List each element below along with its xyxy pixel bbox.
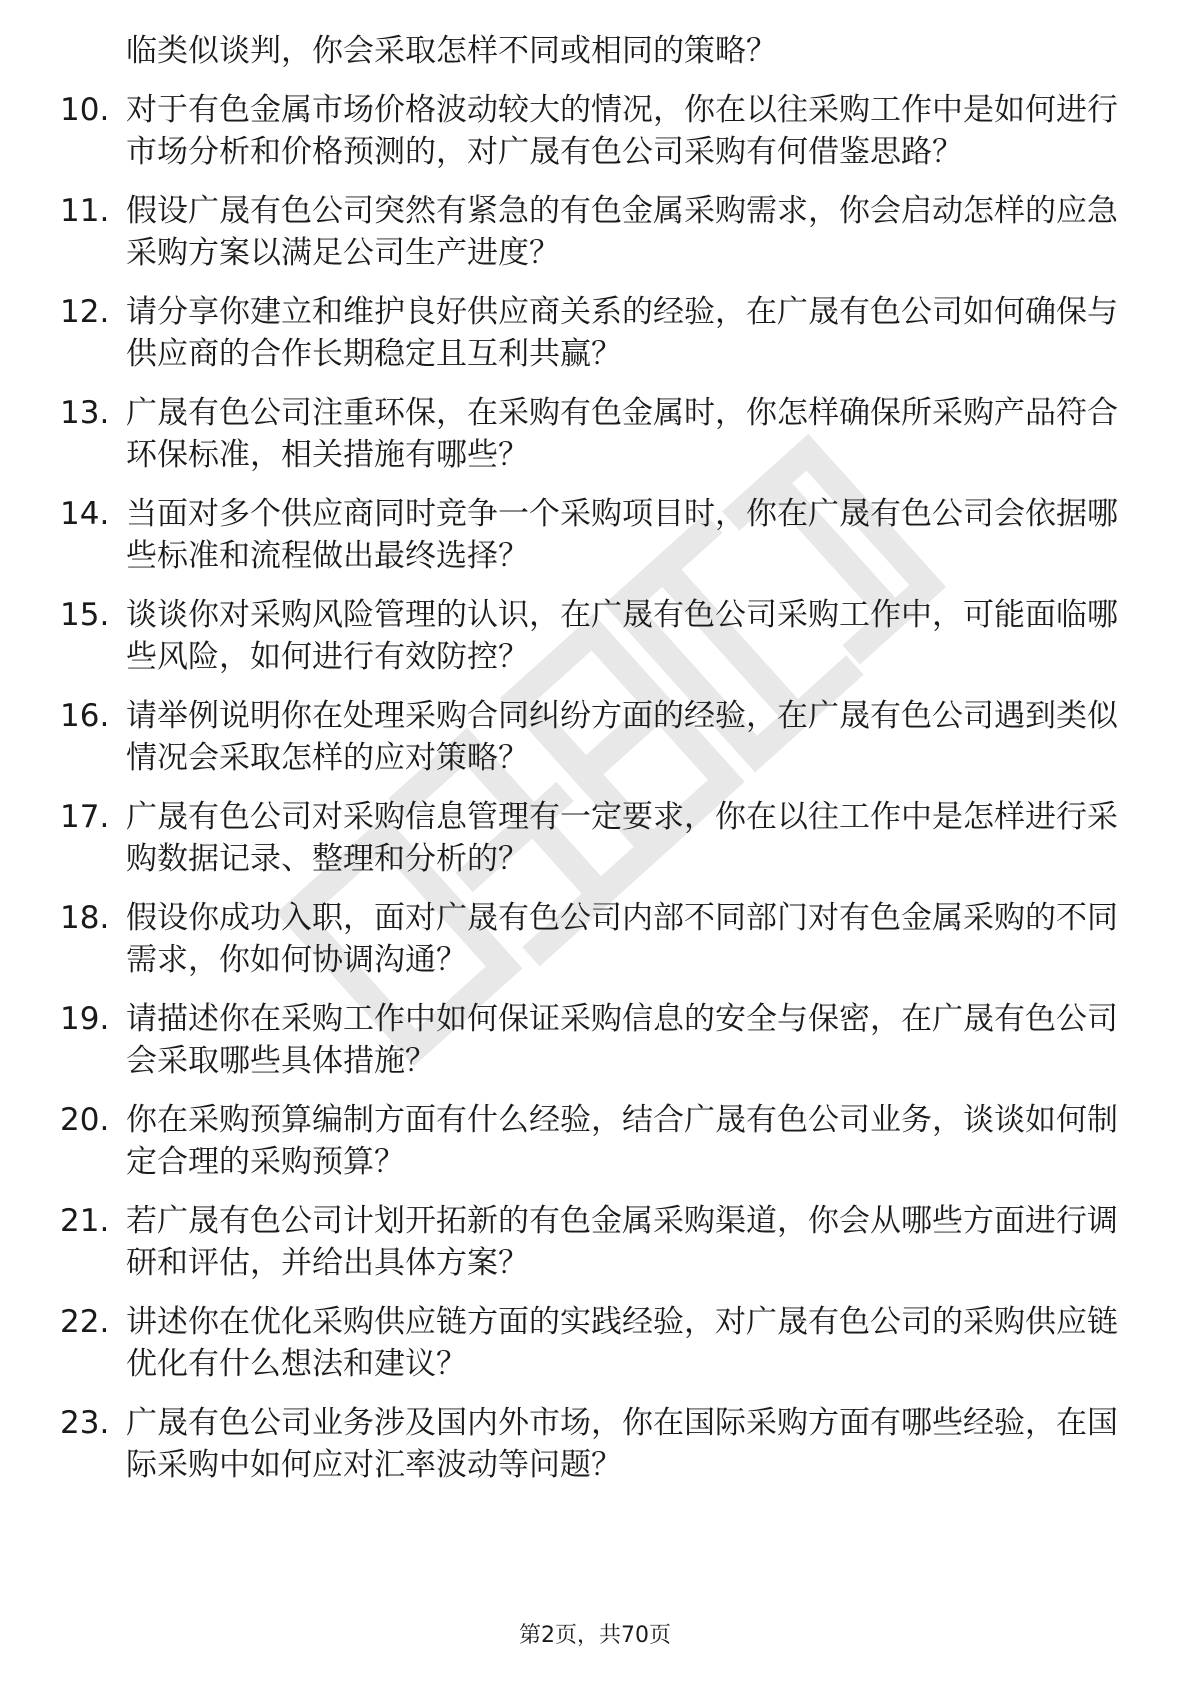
question-text: 假设你成功入职，面对广晟有色公司内部不同部门对有色金属采购的不同需求，你如何协调沟通？ (126, 900, 1118, 978)
document-page (60, 30, 1120, 1503)
question-item (60, 897, 1120, 981)
continued-question-text: 临类似谈判，你会采取怎样不同或相同的策略？ (126, 33, 777, 69)
question-item (60, 291, 1120, 375)
question-item (60, 1301, 1120, 1385)
question-number: 22. (60, 1304, 110, 1340)
question-item (60, 695, 1120, 779)
question-number: 17. (60, 799, 110, 835)
question-number: 21. (60, 1203, 110, 1239)
question-number: 16. (60, 698, 110, 734)
question-text: 讲述你在优化采购供应链方面的实践经验，对广晟有色公司的采购供应链优化有什么想法和建议？ (126, 1304, 1118, 1382)
question-item (60, 796, 1120, 880)
question-number: 20. (60, 1102, 110, 1138)
question-number: 23. (60, 1405, 110, 1441)
question-text: 广晟有色公司业务涉及国内外市场，你在国际采购方面有哪些经验，在国际采购中如何应对汇率波动等问题？ (126, 1405, 1118, 1483)
question-item (60, 1402, 1120, 1486)
question-item (60, 1099, 1120, 1183)
question-text: 假设广晟有色公司突然有紧急的有色金属采购需求，你会启动怎样的应急采购方案以满足公司生产进度？ (126, 193, 1118, 271)
question-text: 当面对多个供应商同时竞争一个采购项目时，你在广晟有色公司会依据哪些标准和流程做出最终选择？ (126, 496, 1118, 574)
question-item (60, 89, 1120, 173)
question-text: 谈谈你对采购风险管理的认识，在广晟有色公司采购工作中，可能面临哪些风险，如何进行有效防控？ (126, 597, 1118, 675)
question-item (60, 594, 1120, 678)
question-text: 请描述你在采购工作中如何保证采购信息的安全与保密，在广晟有色公司会采取哪些具体措施？ (126, 1001, 1118, 1079)
question-list (60, 89, 1120, 1486)
question-text: 若广晟有色公司计划开拓新的有色金属采购渠道，你会从哪些方面进行调研和评估，并给出具体方案？ (126, 1203, 1118, 1281)
question-text: 对于有色金属市场价格波动较大的情况，你在以往采购工作中是如何进行市场分析和价格预测的，对广晟有色公司采购有何借鉴思路？ (126, 92, 1118, 170)
question-number: 11. (60, 193, 110, 229)
question-text: 请分享你建立和维护良好供应商关系的经验，在广晟有色公司如何确保与供应商的合作长期稳定且互利共赢？ (126, 294, 1118, 372)
question-item (60, 392, 1120, 476)
question-number: 14. (60, 496, 110, 532)
question-number: 15. (60, 597, 110, 633)
question-item (60, 493, 1120, 577)
question-number: 12. (60, 294, 110, 330)
question-text: 广晟有色公司对采购信息管理有一定要求，你在以往工作中是怎样进行采购数据记录、整理和分析的？ (126, 799, 1118, 877)
question-text: 请举例说明你在处理采购合同纠纷方面的经验，在广晟有色公司遇到类似情况会采取怎样的应对策略？ (126, 698, 1118, 776)
question-item (60, 1200, 1120, 1284)
question-text: 你在采购预算编制方面有什么经验，结合广晟有色公司业务，谈谈如何制定合理的采购预算？ (126, 1102, 1118, 1180)
question-number: 18. (60, 900, 110, 936)
page-footer: 第2页，共70页 (519, 1623, 671, 1648)
question-number: 19. (60, 1001, 110, 1037)
question-number: 13. (60, 395, 110, 431)
question-item (60, 998, 1120, 1082)
question-number: 10. (60, 92, 110, 128)
question-item (60, 190, 1120, 274)
question-text: 广晟有色公司注重环保，在采购有色金属时，你怎样确保所采购产品符合环保标准，相关措施有哪些？ (126, 395, 1118, 473)
